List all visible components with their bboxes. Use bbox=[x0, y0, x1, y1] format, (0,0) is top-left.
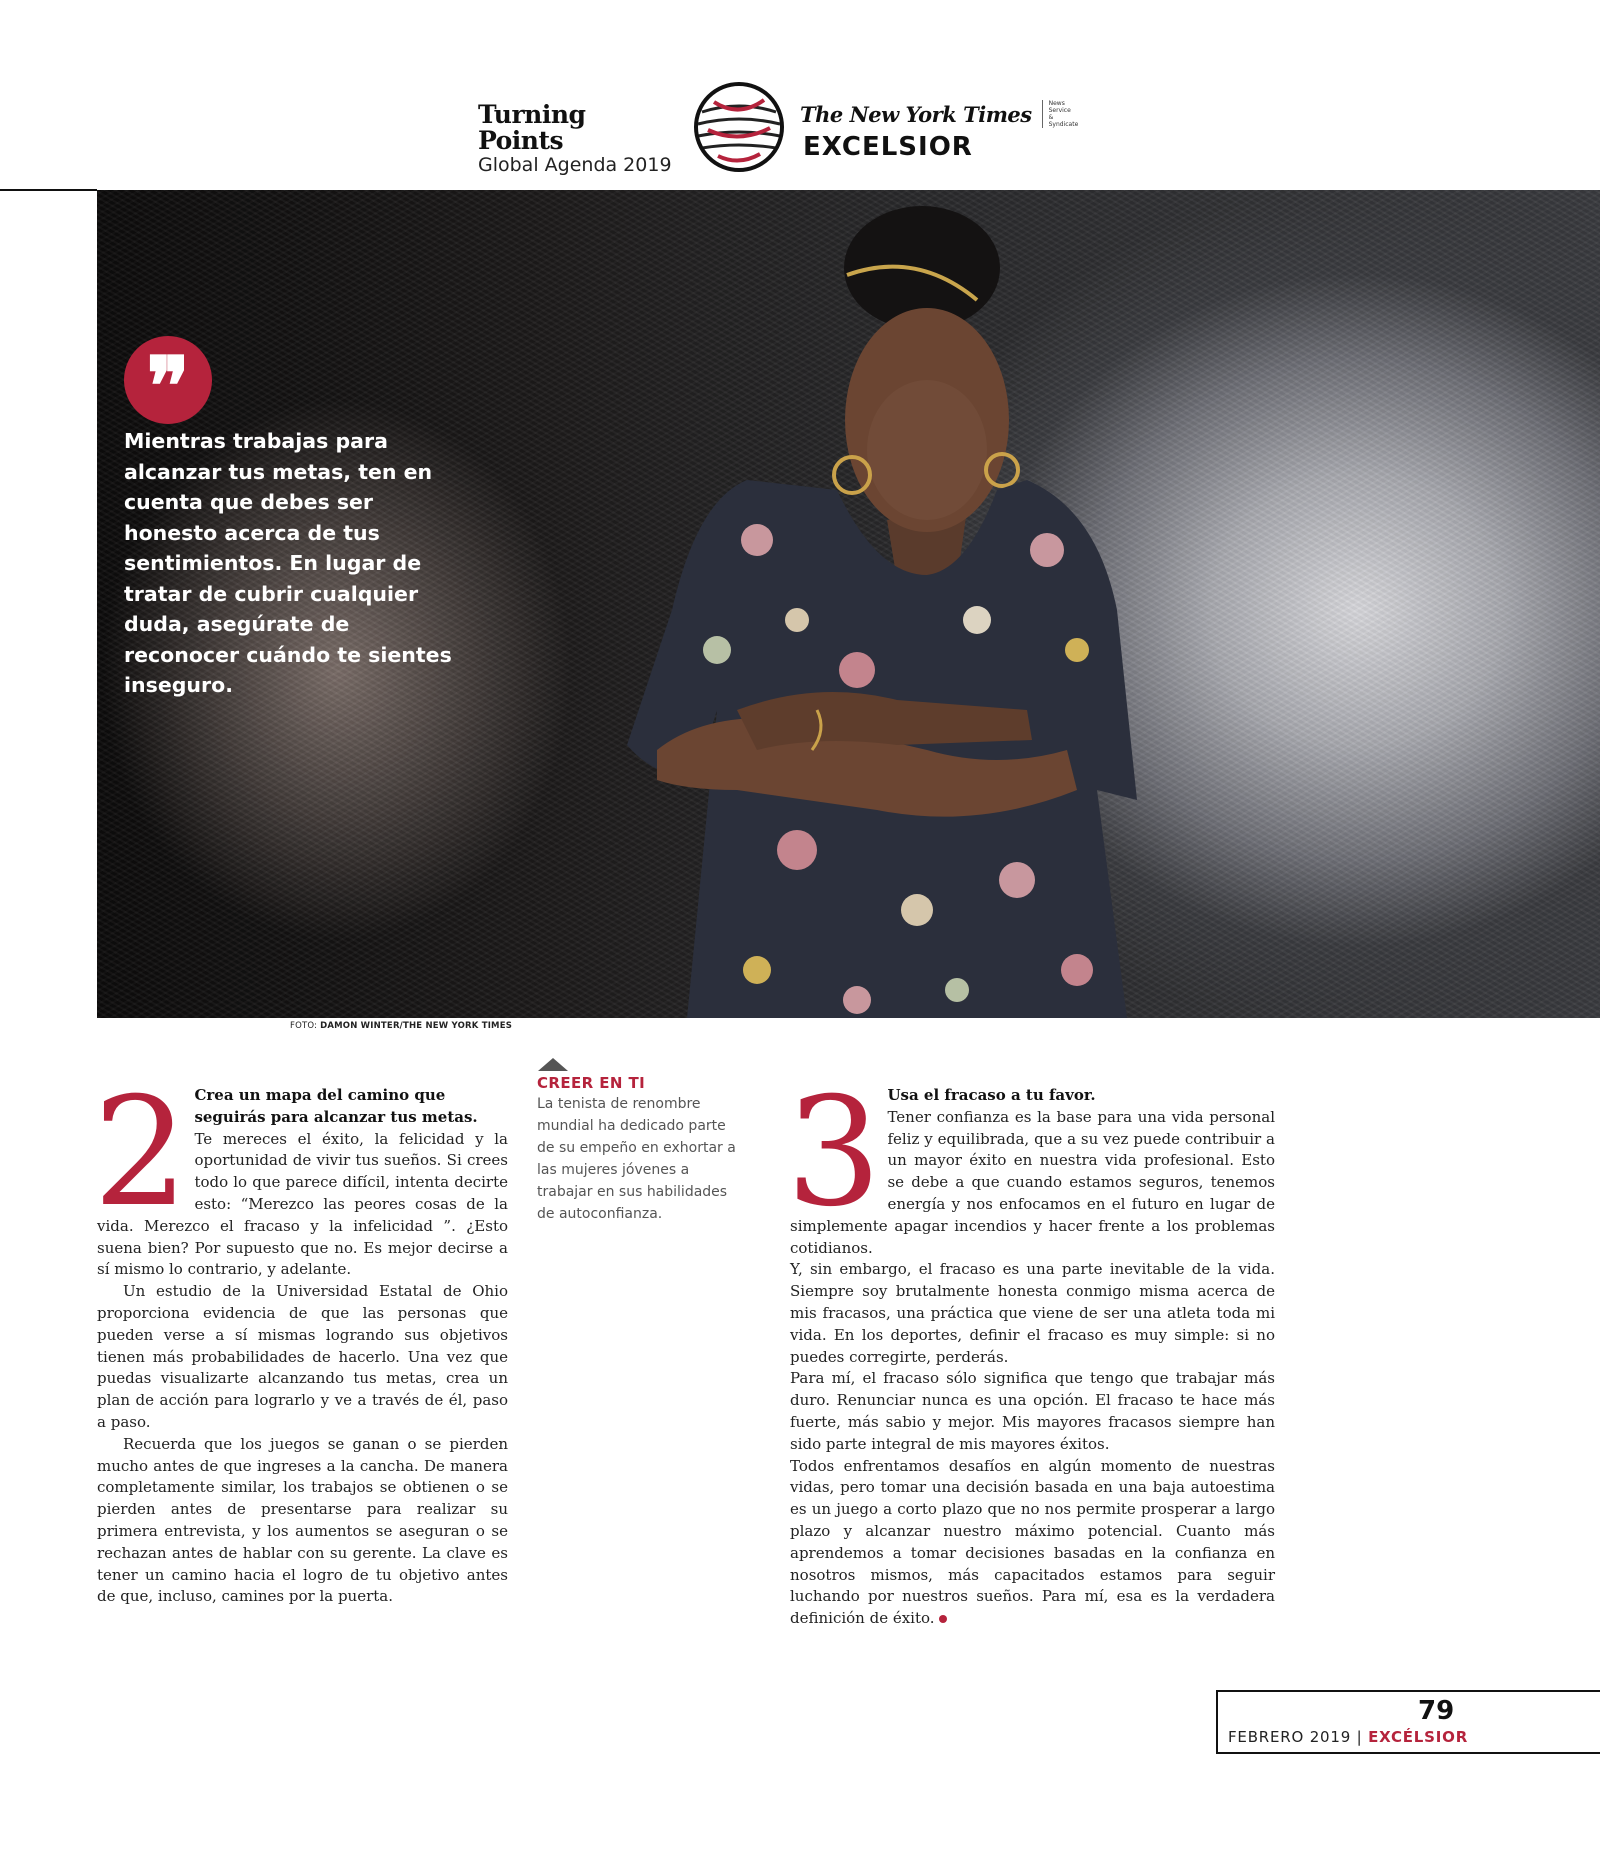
turning-points-title: Turning Points bbox=[478, 100, 586, 155]
section-3-heading: Usa el fracaso a tu favor. bbox=[887, 1086, 1096, 1104]
header-rule bbox=[0, 189, 97, 191]
triangle-marker-icon bbox=[538, 1058, 568, 1071]
section-number-3: 3 bbox=[786, 1066, 882, 1240]
sidebar-creer-en-ti bbox=[537, 1058, 737, 1225]
section-2-paragraph-3: Recuerda que los juegos se ganan o se pierden mucho antes de que ingreses a la cancha. De manera completamente similar, los trabajos se obtienen o se pierden antes de presentarse para realizar su primera entrevista, y los aumentos se aseguran o se rechazan antes de hablar con su gerente. La clave es tener un camino hacia el logro de tu objetivo antes de que, incluso, camines por la puerta. bbox=[97, 1434, 508, 1606]
section-3 bbox=[786, 1066, 1275, 1630]
end-mark-icon bbox=[939, 1615, 947, 1623]
section-2-paragraph-1: Te mereces el éxito, la felicidad y la oportunidad de vivir tus sueños. Si crees todo lo que parece difícil, intenta decirte esto: “Merezco las peores cosas de la vida. Merezco el fracaso y la infelicidad ”. ¿Esto suena bien? Por supuesto que no. Es mejor decirse a sí mismo lo contrario, y adelante. bbox=[97, 1129, 508, 1279]
nyt-logo: The New York Times bbox=[800, 101, 1032, 127]
turning-points-subtitle: Global Agenda 2019 bbox=[478, 154, 672, 176]
folio-line bbox=[1228, 1728, 1468, 1746]
section-number-2: 2 bbox=[93, 1066, 189, 1240]
globe-emblem-icon bbox=[694, 82, 784, 172]
nyt-tag-line1: News Service bbox=[1048, 100, 1071, 114]
nyt-service-tag bbox=[1042, 100, 1079, 128]
folio-date: FEBRERO 2019 bbox=[1228, 1728, 1352, 1746]
section-2-paragraph-2: Un estudio de la Universidad Estatal de Ohio proporciona evidencia de que las personas que pueden verse a sí mismas logrando sus objetivos tienen más probabilidades de hacerlo. Una vez que puedas visualizarte alcanzando tus metas, crea un plan de acción para lograrlo y ve a través de él, paso a paso. bbox=[97, 1282, 508, 1431]
pull-quote: Mientras trabajas para alcanzar tus metas, ten en cuenta que debes ser honesto acerca de tus sentimientos. En lugar de tratar de cubrir cualquier duda, asegúrate de reconocer cuándo te sientes inseguro. bbox=[124, 429, 452, 697]
portrait-photo bbox=[97, 190, 1600, 1018]
sidebar-heading: CREER EN TI bbox=[537, 1074, 646, 1092]
nyt-tag-line2: & Syndicate bbox=[1048, 114, 1079, 128]
turning-points-logo bbox=[478, 102, 678, 176]
photo-credit bbox=[290, 1021, 512, 1031]
quote-icon bbox=[124, 336, 212, 433]
folio-separator: | bbox=[1351, 1728, 1369, 1746]
section-2-heading: Crea un mapa del camino que seguirás para alcanzar tus metas. bbox=[194, 1086, 478, 1126]
section-3-paragraph-4 bbox=[790, 1456, 1275, 1630]
section-3-paragraph-4-text: Todos enfrentamos desafíos en algún momento de nuestras vidas, pero tomar una decisión basada en una baja autoestima es un juego a corto plazo que no nos permite prosperar a largo plazo y alcanzar nuestro máximo potencial. Cuanto más aprendemos a tomar decisiones basadas en la confianza en nosotros mismos, más capacitados estamos para seguir luchando por nuestros sueños. Para mí, esa es la verdadera definición de éxito. bbox=[790, 1456, 1275, 1628]
excelsior-logo: EXCELSIOR bbox=[803, 132, 973, 162]
sidebar-text: La tenista de renombre mundial ha dedicado parte de su empeño en exhortar a las mujeres jóvenes a trabajar en sus habilidades de autoconfianza. bbox=[537, 1096, 736, 1222]
credit-name: DAMON WINTER/THE NEW YORK TIMES bbox=[320, 1021, 513, 1031]
section-3-paragraph-3: Para mí, el fracaso sólo significa que tengo que trabajar más duro. Renunciar nunca es una opción. El fracaso te hace más fuerte, más sabio y mejor. Mis mayores fracasos siempre han sido parte integral de mis mayores éxitos. bbox=[790, 1369, 1275, 1453]
section-2 bbox=[93, 1066, 508, 1608]
masthead bbox=[0, 0, 1600, 190]
page-folio bbox=[1216, 1690, 1600, 1754]
page-number: 79 bbox=[1418, 1696, 1455, 1726]
credit-prefix: FOTO: bbox=[290, 1021, 321, 1031]
folio-publication: EXCÉLSIOR bbox=[1368, 1728, 1469, 1746]
section-3-paragraph-1: Tener confianza es la base para una vida personal feliz y equilibrada, que a su vez puede contribuir a un mayor éxito en nuestra vida profesional. Esto se debe a que cuando estamos seguros, tenemos energía y nos enfocamos en el futuro en lugar de simplemente apagar incendios y hacer frente a los problemas cotidianos. bbox=[790, 1107, 1275, 1257]
quote-glyph: ❞ bbox=[146, 339, 190, 433]
section-3-paragraph-2: Y, sin embargo, el fracaso es una parte inevitable de la vida. Siempre soy brutalmente honesta conmigo misma acerca de mis fracasos, una práctica que viene de ser una atleta toda mi vida. En los deportes, definir el fracaso es muy simple: si no puedes corregirte, perderás. bbox=[790, 1260, 1275, 1366]
nyt-excelsior-logos bbox=[800, 100, 1079, 162]
